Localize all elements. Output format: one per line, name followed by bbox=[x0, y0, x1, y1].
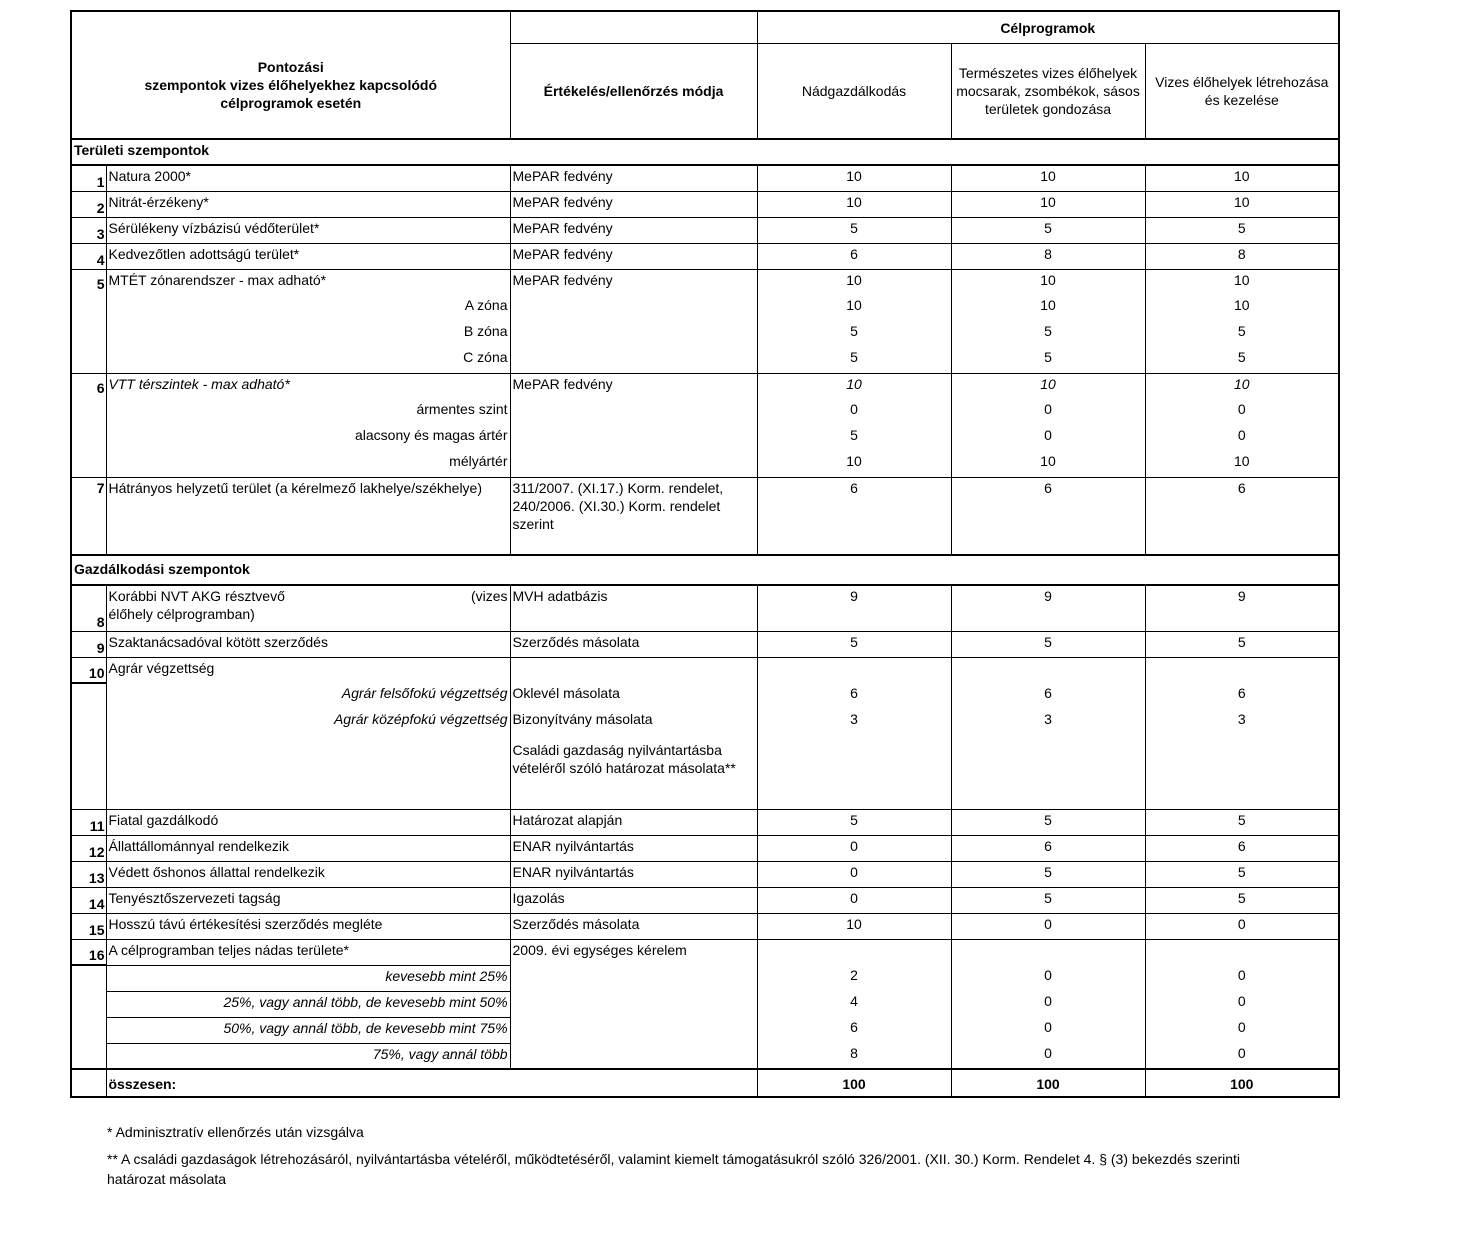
row-number: 12 bbox=[71, 835, 106, 861]
score-cell: 3 bbox=[1145, 709, 1339, 735]
sub-criterion-label: alacsony és magas ártér bbox=[106, 425, 510, 451]
programs-header: Célprogramok bbox=[757, 11, 1339, 43]
criterion-label-left: Korábbi NVT AKG résztvevő bbox=[108, 588, 285, 604]
criterion-label: Hosszú távú értékesítési szerződés megléte bbox=[106, 913, 510, 939]
method-cell bbox=[510, 399, 757, 425]
method-cell: MVH adatbázis bbox=[510, 585, 757, 631]
score-cell: 6 bbox=[757, 477, 951, 555]
sub-criterion-label: ármentes szint bbox=[106, 399, 510, 425]
score-cell: 10 bbox=[951, 191, 1145, 217]
score-cell: 10 bbox=[1145, 295, 1339, 321]
score-cell: 10 bbox=[1145, 373, 1339, 399]
sub-criterion-label: B zóna bbox=[106, 321, 510, 347]
score-cell: 0 bbox=[951, 425, 1145, 451]
score-cell: 5 bbox=[951, 217, 1145, 243]
score-cell: 6 bbox=[951, 477, 1145, 555]
score-cell: 5 bbox=[951, 321, 1145, 347]
method-cell: ENAR nyilvántartás bbox=[510, 835, 757, 861]
score-cell: 8 bbox=[951, 243, 1145, 269]
table-row bbox=[71, 295, 1339, 321]
criterion-label: Kedvezőtlen adottságú terület* bbox=[106, 243, 510, 269]
score-cell: 5 bbox=[757, 347, 951, 373]
row-number: 14 bbox=[71, 887, 106, 913]
score-cell: 6 bbox=[757, 1017, 951, 1043]
sub-criterion-label: C zóna bbox=[106, 347, 510, 373]
score-cell: 5 bbox=[951, 887, 1145, 913]
method-cell: Oklevél másolata bbox=[510, 683, 757, 709]
row-number: 3 bbox=[71, 217, 106, 243]
table-row bbox=[71, 657, 1339, 683]
row-number: 15 bbox=[71, 913, 106, 939]
table-row bbox=[71, 243, 1339, 269]
score-cell: 5 bbox=[757, 809, 951, 835]
score-cell: 5 bbox=[1145, 217, 1339, 243]
score-cell: 10 bbox=[757, 295, 951, 321]
table-row bbox=[71, 809, 1339, 835]
criterion-label: Agrár végzettség bbox=[106, 657, 510, 683]
table-row bbox=[71, 269, 1339, 295]
score-cell: 6 bbox=[1145, 477, 1339, 555]
score-cell: 0 bbox=[951, 965, 1145, 991]
table-row bbox=[71, 735, 1339, 809]
score-cell: 10 bbox=[757, 191, 951, 217]
score-cell: 5 bbox=[951, 861, 1145, 887]
criterion-label bbox=[106, 585, 510, 631]
score-cell: 10 bbox=[757, 373, 951, 399]
score-cell: 6 bbox=[757, 243, 951, 269]
sub-criterion-label: 50%, vagy annál több, de kevesebb mint 75% bbox=[106, 1017, 510, 1043]
criterion-label: Sérülékeny vízbázisú védőterület* bbox=[106, 217, 510, 243]
method-cell bbox=[510, 657, 757, 683]
row-number: 9 bbox=[71, 631, 106, 657]
score-cell bbox=[951, 939, 1145, 965]
row-number: 2 bbox=[71, 191, 106, 217]
method-cell bbox=[510, 425, 757, 451]
criterion-label: Nitrát-érzékeny* bbox=[106, 191, 510, 217]
score-cell: 9 bbox=[1145, 585, 1339, 631]
criterion-label: Védett őshonos állattal rendelkezik bbox=[106, 861, 510, 887]
table-row bbox=[71, 191, 1339, 217]
method-cell bbox=[510, 295, 757, 321]
score-cell bbox=[1145, 735, 1339, 809]
score-cell: 10 bbox=[757, 165, 951, 191]
row-number: 10 bbox=[71, 657, 106, 683]
section-title: Gazdálkodási szempontok bbox=[71, 555, 1339, 585]
criterion-label: A célprogramban teljes nádas területe* bbox=[106, 939, 510, 965]
score-cell: 5 bbox=[951, 347, 1145, 373]
method-cell: 2009. évi egységes kérelem bbox=[510, 939, 757, 1069]
method-cell: MePAR fedvény bbox=[510, 165, 757, 191]
score-cell: 10 bbox=[1145, 191, 1339, 217]
method-cell: MePAR fedvény bbox=[510, 217, 757, 243]
score-cell: 10 bbox=[951, 451, 1145, 477]
table-row bbox=[71, 347, 1339, 373]
table-row bbox=[71, 373, 1339, 399]
score-cell: 5 bbox=[1145, 321, 1339, 347]
total-value: 100 bbox=[951, 1069, 1145, 1097]
table-row bbox=[71, 631, 1339, 657]
criterion-label: Tenyésztőszervezeti tagság bbox=[106, 887, 510, 913]
sub-criterion-label: Agrár felsőfokú végzettség bbox=[106, 683, 510, 709]
score-cell: 0 bbox=[951, 1043, 1145, 1069]
method-cell: MePAR fedvény bbox=[510, 243, 757, 269]
score-cell: 6 bbox=[1145, 683, 1339, 709]
sub-criterion-label: mélyártér bbox=[106, 451, 510, 477]
header-row bbox=[71, 11, 1339, 43]
method-cell bbox=[510, 451, 757, 477]
score-cell: 0 bbox=[1145, 991, 1339, 1017]
total-label: összesen: bbox=[106, 1069, 757, 1097]
score-cell: 6 bbox=[757, 683, 951, 709]
criterion-label-cont: élőhely célprogramban) bbox=[108, 606, 255, 622]
method-cell: MePAR fedvény bbox=[510, 269, 757, 295]
score-cell bbox=[951, 657, 1145, 683]
criterion-label: Állattállománnyal rendelkezik bbox=[106, 835, 510, 861]
program-header: Vizes élőhelyek létrehozása és kezelése bbox=[1145, 43, 1339, 139]
score-cell: 8 bbox=[757, 1043, 951, 1069]
row-number-blank bbox=[71, 1069, 106, 1097]
score-cell: 0 bbox=[757, 887, 951, 913]
criteria-header: Pontozási szempontok vizes élőhelyekhez kapcsolódó célprogramok esetén bbox=[71, 11, 510, 139]
score-cell: 0 bbox=[951, 1017, 1145, 1043]
score-cell: 10 bbox=[757, 269, 951, 295]
criterion-label: Natura 2000* bbox=[106, 165, 510, 191]
section-title: Területi szempontok bbox=[71, 139, 1339, 165]
score-cell: 0 bbox=[1145, 965, 1339, 991]
score-cell bbox=[757, 735, 951, 809]
sub-criterion-label: A zóna bbox=[106, 295, 510, 321]
score-cell: 3 bbox=[757, 709, 951, 735]
row-number: 6 bbox=[71, 373, 106, 477]
score-cell: 5 bbox=[757, 631, 951, 657]
criterion-label-right: (vizes bbox=[470, 588, 508, 604]
score-cell: 10 bbox=[1145, 269, 1339, 295]
score-cell: 2 bbox=[757, 965, 951, 991]
score-cell: 10 bbox=[951, 373, 1145, 399]
criterion-label: VTT térszintek - max adható* bbox=[106, 373, 510, 399]
row-number: 11 bbox=[71, 809, 106, 835]
table-row bbox=[71, 887, 1339, 913]
method-cell: Határozat alapján bbox=[510, 809, 757, 835]
score-cell: 0 bbox=[951, 399, 1145, 425]
table-row bbox=[71, 835, 1339, 861]
table-row bbox=[71, 477, 1339, 555]
score-cell: 0 bbox=[1145, 1017, 1339, 1043]
score-cell: 0 bbox=[1145, 913, 1339, 939]
table-row bbox=[71, 217, 1339, 243]
row-number: 13 bbox=[71, 861, 106, 887]
table-row bbox=[71, 321, 1339, 347]
method-cell: Bizonyítvány másolata bbox=[510, 709, 757, 735]
method-cell bbox=[510, 347, 757, 373]
score-cell: 5 bbox=[951, 631, 1145, 657]
footnote-2: ** A családi gazdaságok létrehozásáról, nyilvántartásba vételéről, működtetéséről, valamint kiemelt támogatásukról szóló 326/2001. (XII. 30.) Korm. Rendelet 4. § (3) bekezdés szerinti határozat másolata bbox=[107, 1151, 1241, 1187]
row-number: 5 bbox=[71, 269, 106, 373]
method-cell: Igazolás bbox=[510, 887, 757, 913]
score-cell: 0 bbox=[757, 399, 951, 425]
score-cell: 3 bbox=[951, 709, 1145, 735]
score-cell: 10 bbox=[1145, 451, 1339, 477]
method-cell: ENAR nyilvántartás bbox=[510, 861, 757, 887]
scoring-table bbox=[70, 10, 1340, 1098]
table-row bbox=[71, 939, 1339, 965]
method-cell: Szerződés másolata bbox=[510, 631, 757, 657]
score-cell: 0 bbox=[1145, 399, 1339, 425]
score-cell: 0 bbox=[951, 991, 1145, 1017]
table-row bbox=[71, 585, 1339, 631]
total-value: 100 bbox=[757, 1069, 951, 1097]
sub-criterion-label: 25%, vagy annál több, de kevesebb mint 50% bbox=[106, 991, 510, 1017]
score-cell bbox=[1145, 939, 1339, 965]
sub-criterion-label bbox=[106, 735, 510, 809]
table-row bbox=[71, 451, 1339, 477]
table-row bbox=[71, 399, 1339, 425]
row-number: 1 bbox=[71, 165, 106, 191]
total-value: 100 bbox=[1145, 1069, 1339, 1097]
score-cell: 0 bbox=[1145, 1043, 1339, 1069]
score-cell: 9 bbox=[757, 585, 951, 631]
section-row bbox=[71, 555, 1339, 585]
score-cell bbox=[951, 735, 1145, 809]
score-cell: 0 bbox=[757, 835, 951, 861]
score-cell: 5 bbox=[1145, 347, 1339, 373]
sub-criterion-label: kevesebb mint 25% bbox=[106, 965, 510, 991]
score-cell: 0 bbox=[951, 913, 1145, 939]
program-header: Természetes vizes élőhelyek mocsarak, zsombékok, sásos területek gondozása bbox=[951, 43, 1145, 139]
score-cell: 5 bbox=[757, 217, 951, 243]
table-row bbox=[71, 861, 1339, 887]
score-cell: 6 bbox=[951, 835, 1145, 861]
method-cell: Szerződés másolata bbox=[510, 913, 757, 939]
row-number-blank bbox=[71, 683, 106, 809]
table-row bbox=[71, 425, 1339, 451]
method-cell: Családi gazdaság nyilvántartásba vételéről szóló határozat másolata** bbox=[510, 735, 757, 809]
score-cell: 10 bbox=[757, 913, 951, 939]
score-cell: 0 bbox=[1145, 425, 1339, 451]
score-cell: 10 bbox=[951, 295, 1145, 321]
score-cell: 10 bbox=[1145, 165, 1339, 191]
score-cell: 10 bbox=[951, 269, 1145, 295]
criterion-label: MTÉT zónarendszer - max adható* bbox=[106, 269, 510, 295]
row-number: 7 bbox=[71, 477, 106, 555]
score-cell: 10 bbox=[757, 451, 951, 477]
row-number: 16 bbox=[71, 939, 106, 965]
row-number-blank bbox=[71, 965, 106, 1069]
score-cell: 5 bbox=[1145, 887, 1339, 913]
sub-criterion-label: Agrár középfokú végzettség bbox=[106, 709, 510, 735]
score-cell: 6 bbox=[1145, 835, 1339, 861]
score-cell: 5 bbox=[1145, 809, 1339, 835]
table-row bbox=[71, 683, 1339, 709]
criterion-label: Hátrányos helyzetű terület (a kérelmező lakhelye/székhelye) bbox=[106, 477, 510, 555]
table-row bbox=[71, 709, 1339, 735]
score-cell: 9 bbox=[951, 585, 1145, 631]
score-cell bbox=[757, 939, 951, 965]
score-cell: 5 bbox=[757, 425, 951, 451]
score-cell: 5 bbox=[951, 809, 1145, 835]
row-number: 4 bbox=[71, 243, 106, 269]
score-cell: 4 bbox=[757, 991, 951, 1017]
footnote-1: * Adminisztratív ellenőrzés után vizsgálva bbox=[107, 1124, 364, 1140]
criterion-label: Szaktanácsadóval kötött szerződés bbox=[106, 631, 510, 657]
method-header: Értékelés/ellenőrzés módja bbox=[510, 43, 757, 139]
score-cell: 6 bbox=[951, 683, 1145, 709]
total-row bbox=[71, 1069, 1339, 1097]
table-row bbox=[71, 913, 1339, 939]
method-cell bbox=[510, 321, 757, 347]
table-row bbox=[71, 165, 1339, 191]
score-cell: 8 bbox=[1145, 243, 1339, 269]
row-number: 8 bbox=[71, 585, 106, 631]
score-cell bbox=[1145, 657, 1339, 683]
sub-criterion-label: 75%, vagy annál több bbox=[106, 1043, 510, 1069]
criterion-label: Fiatal gazdálkodó bbox=[106, 809, 510, 835]
score-cell: 10 bbox=[951, 165, 1145, 191]
section-row bbox=[71, 139, 1339, 165]
score-cell bbox=[757, 657, 951, 683]
score-cell: 5 bbox=[1145, 631, 1339, 657]
method-cell: MePAR fedvény bbox=[510, 373, 757, 399]
method-cell: MePAR fedvény bbox=[510, 191, 757, 217]
program-header: Nádgazdálkodás bbox=[757, 43, 951, 139]
method-header-top bbox=[510, 11, 757, 43]
score-cell: 0 bbox=[757, 861, 951, 887]
score-cell: 5 bbox=[1145, 861, 1339, 887]
score-cell: 5 bbox=[757, 321, 951, 347]
method-cell: 311/2007. (XI.17.) Korm. rendelet, 240/2006. (XI.30.) Korm. rendelet szerint bbox=[510, 477, 757, 555]
